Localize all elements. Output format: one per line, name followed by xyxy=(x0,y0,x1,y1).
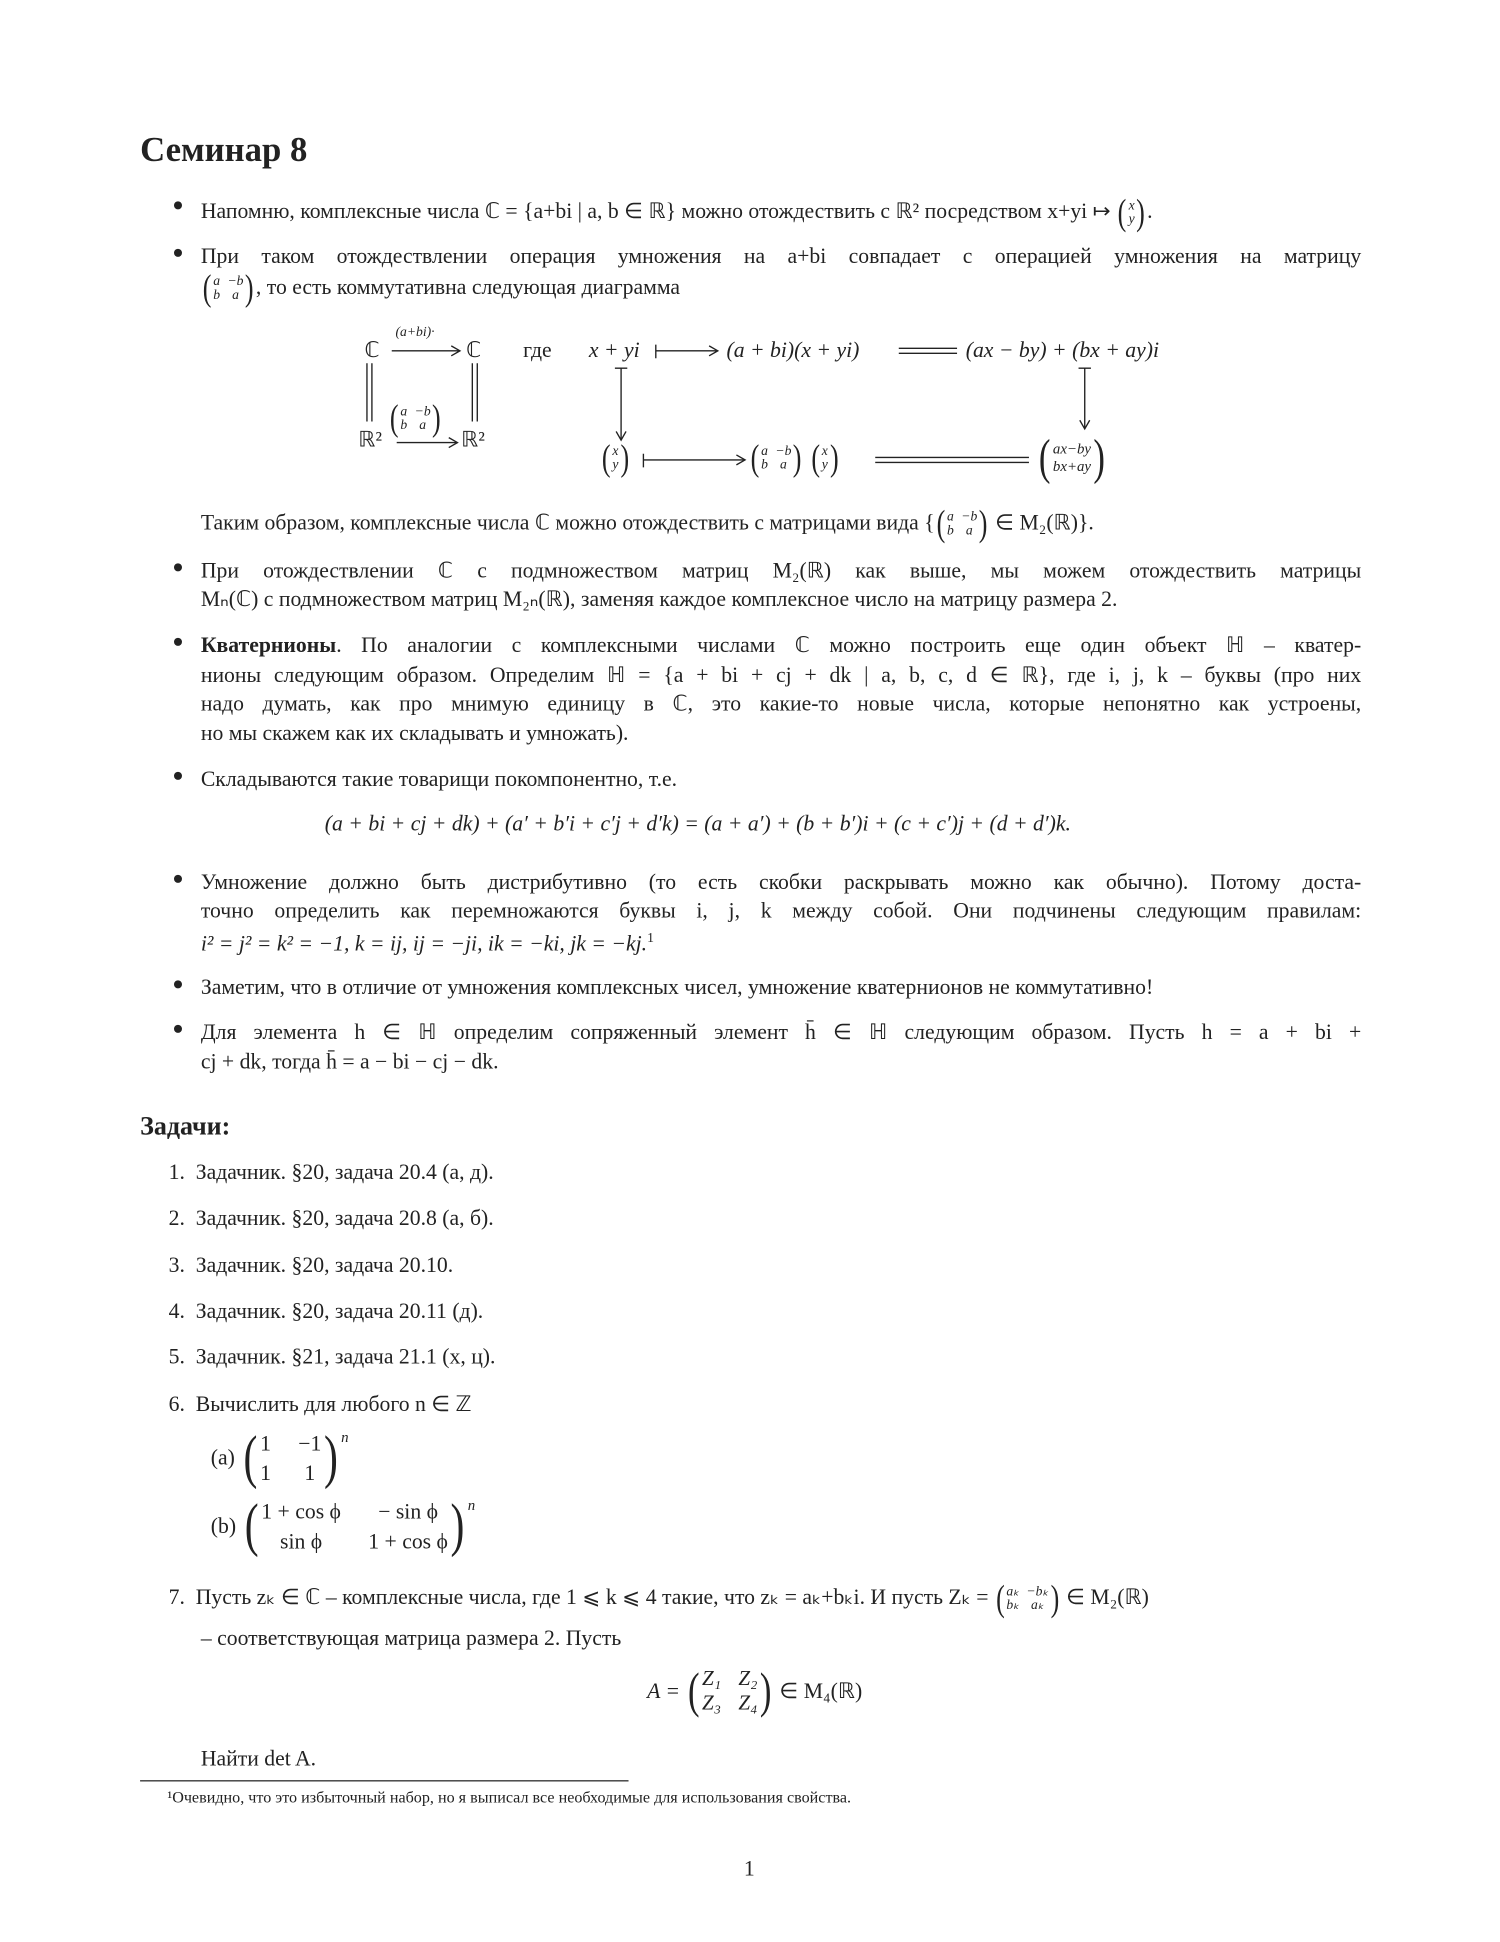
page-number: 1 xyxy=(743,1855,755,1881)
bullet-1: Напомню, комплексные числа ℂ = {a+bi | a, b ∈ ℝ} можно отождествить с ℝ² посредством x+yi ↦ ( x y ) . xyxy=(200,192,1153,234)
bullet-3-line-2: Mₙ(ℂ) с подмножеством матриц M₂ₙ(ℝ), заменяя каждое комплексное число на матрицу размера 2. xyxy=(200,586,1118,612)
footnote-rule xyxy=(140,1780,628,1781)
bullet-6-line-3: i² = j² = k² = −1, k = ij, ij = −ji, ik = −ki, jk = −kj.$^1$ xyxy=(200,930,654,956)
footnote-mark: 1 xyxy=(647,931,654,946)
after-diagram-text: Таким образом, комплексные числа ℂ можно отождествить с матрицами вида { ( a −b b a ) ∈ M₂(ℝ)}. xyxy=(200,503,1094,545)
bullet-8-line-1: Для элемента h ∈ ℍ определим сопряженный элемент h̄ ∈ ℍ следующим образом. Пусть h = a + bi + xyxy=(200,1019,1362,1044)
page-title: Семинар 8 xyxy=(140,131,308,170)
complex-right: ℂ xyxy=(466,337,482,362)
where-label: где xyxy=(523,337,552,362)
find-det: Найти det A. xyxy=(200,1745,317,1771)
bullet-4-line-3: надо думать, как про мнимую единицу в ℂ, это какие-то новые числа, которые непонятно как устроены, xyxy=(200,690,1362,716)
bullet-7: Заметим, что в отличие от умножения комплексных чисел, умножение кватернионов не коммутативно! xyxy=(200,974,1154,1000)
bullet-icon: ● xyxy=(172,974,184,995)
bullet-3-line-1: При отождествлении ℂ с подмножеством матриц M₂(ℝ) как выше, мы можем отождествить матрицы xyxy=(200,557,1362,583)
bullet-8-line-2: cj + dk, тогда h̄ = a − bi − cj − dk. xyxy=(200,1048,499,1074)
bullet-2-line-1: При таком отождествлении операция умножения на a+bi совпадает с операцией умножения на матрицу xyxy=(200,242,1362,268)
arrow-matrix-label: ( a −b b a ) xyxy=(389,397,442,439)
result-vector: ( ax−by bx+ay ) xyxy=(1038,428,1106,485)
r2-right: ℝ² xyxy=(461,426,485,452)
bullet-4-line-2: нионы следующим образом. Определим ℍ = {a + bi + cj + dk | a, b, c, d ∈ ℝ}, где i, j, k – буквы (про них xyxy=(200,661,1362,687)
r2-left: ℝ² xyxy=(358,426,382,452)
task-item: 2. Задачник. §20, задача 20.8 (а, б). xyxy=(168,1204,494,1230)
bullet-6-line-2: точно определить как перемножаются буквы i, j, k между собой. Они подчинены следующим правилам: xyxy=(200,897,1362,923)
bullet-2-line-2: ( a −b b a ) , то есть коммутативна следующая диаграмма xyxy=(202,267,681,309)
subtask-b: (b) ( 1 + cos ϕ − sin ϕ sin ϕ 1 + cos ϕ ) $^n$ xyxy=(210,1492,476,1559)
bullet-icon: ● xyxy=(172,766,184,786)
tasks-heading: Задачи: xyxy=(140,1110,231,1141)
task-7-line-2: – соответствующая матрица размера 2. Пусть xyxy=(200,1625,622,1651)
addition-formula: (a + bi + cj + dk) + (a′ + b′i + c′j + d′k) = (a + a′) + (b + b′)i + (c + c′)j + (d + d′)k. xyxy=(324,810,1071,836)
bullet-icon: ● xyxy=(172,632,184,653)
bullet-4-line-4: но мы скажем как их складывать и умножать). xyxy=(200,720,629,746)
task-item-7: 7. Пусть zₖ ∈ ℂ – комплексные числа, где 1 ⩽ k ⩽ 4 такие, что zₖ = aₖ+bₖi. И пусть Zₖ = ( aₖ −bₖ bₖ aₖ ) ∈ M₂(ℝ) xyxy=(168,1578,1149,1620)
task-item: 1. Задачник. §20, задача 20.4 (а, д). xyxy=(168,1159,494,1184)
bullet-icon: ● xyxy=(172,242,184,263)
result: (ax − by) + (bx + ay)i xyxy=(965,337,1160,362)
task-item: 6. Вычислить для любого n ∈ ℤ xyxy=(168,1390,472,1416)
complex-left: ℂ xyxy=(364,337,380,362)
footnote: ¹Очевидно, что это избыточный набор, но я выписал все необходимые для использования свойства. xyxy=(167,1787,852,1807)
bullet-icon: ● xyxy=(172,1019,184,1039)
vector-xy: ( x y ) xyxy=(601,437,630,479)
bullet-icon: ● xyxy=(172,557,184,578)
matrix-times-vector: ( a −b b a ) ( x y ) xyxy=(750,437,839,479)
bullet-5: Складываются такие товарищи покомпонентно, т.е. xyxy=(200,766,678,791)
bullet-icon: ● xyxy=(172,195,184,216)
bullet-6-line-1: Умножение должно быть дистрибутивно (то есть скобки раскрывать можно как обычно). Потому доста- xyxy=(200,869,1362,894)
subtask-a: (a) ( 1 −1 1 1 ) $^n$ xyxy=(210,1424,349,1491)
task-item: 3. Задачник. §20, задача 20.10. xyxy=(168,1252,454,1277)
product: (a + bi)(x + yi) xyxy=(726,337,860,362)
task-item: 4. Задачник. §20, задача 20.11 (д). xyxy=(168,1297,484,1323)
task-item: 5. Задачник. §21, задача 21.1 (х, ц). xyxy=(168,1343,496,1369)
xyi: x + yi xyxy=(588,337,640,362)
matrix: ( a −b b a ) xyxy=(202,267,255,309)
vector: ( x y ) xyxy=(1118,192,1146,234)
arrow-label: (a+bi)· xyxy=(395,324,435,340)
bullet-4-line-1: Кватернионы. По аналогии с комплексными числами ℂ можно построить еще один объект ℍ – кватер- xyxy=(200,632,1362,658)
matrix-A: A = ( Z₁ Z₂ Z₃ Z₄ ) ∈ M₄(ℝ) xyxy=(647,1662,863,1719)
bullet-icon: ● xyxy=(172,869,184,889)
